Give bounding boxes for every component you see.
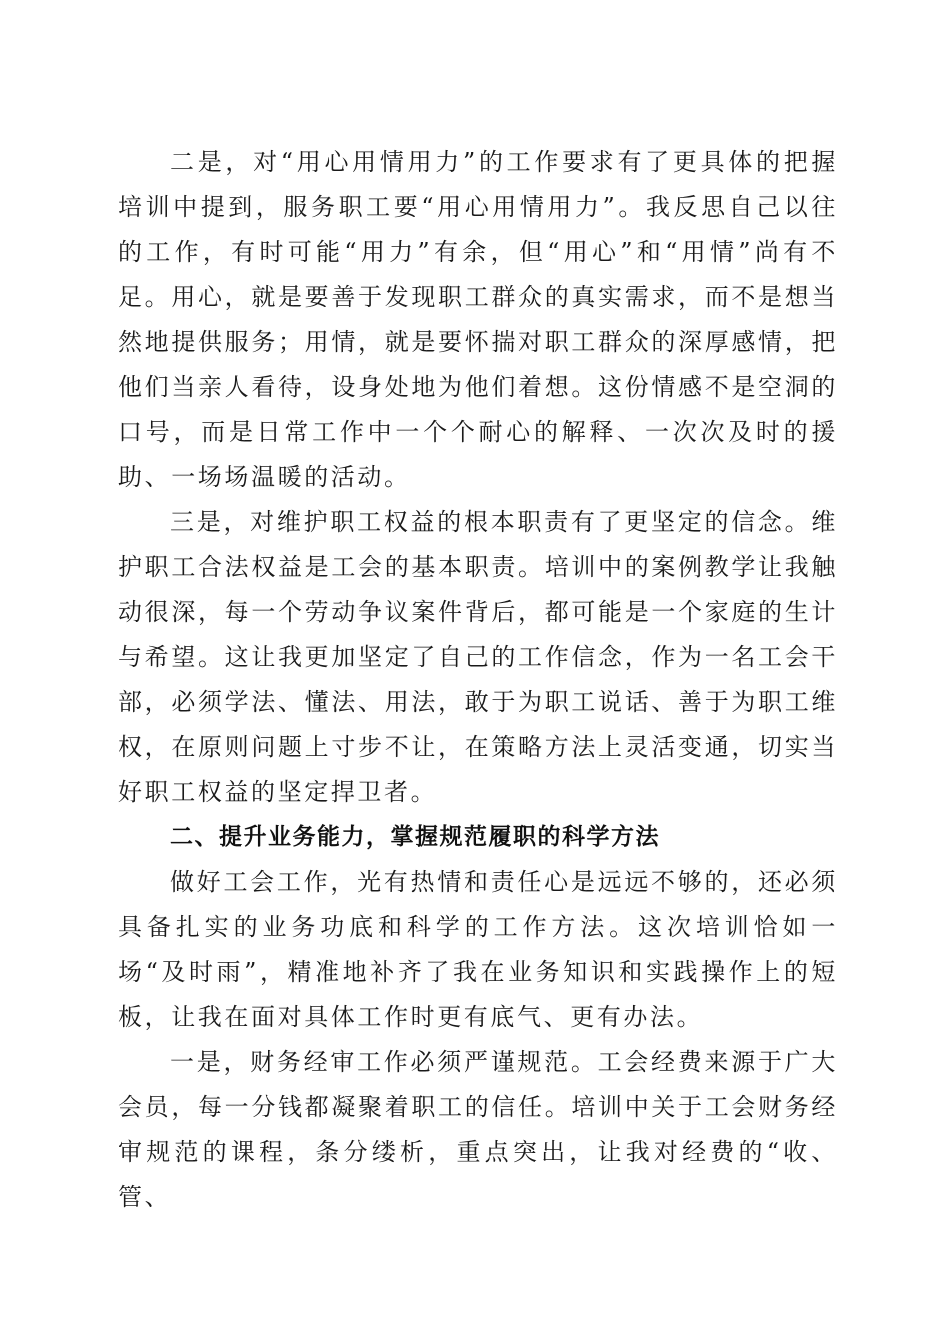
paragraph-section-intro — [118, 860, 838, 1040]
paragraph-text: 维护职工合法权益是工会的基本职责。培训中的案例教学让我触动很深，每一个劳动争议案件背后，都可能是一个家庭的生计与希望。这让我更加坚定了自己的工作信念，作为一名工会干部，必须学法、懂法、用法，敢于为职工说话、善于为职工维权，在原则问题上寸步不让，在策略方法上灵活变通，切实当好职工权益的坚定捍卫者。 — [118, 508, 838, 806]
paragraph-text: 做好工会工作，光有热情和责任心是远远不够的，还必须具备扎实的业务功底和科学的工作方法。这次培训恰如一场“及时雨”，精准地补齐了我在业务知识和实践操作上的短板，让我在面对具体工作时更有底气、更有办法。 — [118, 868, 838, 1031]
paragraph-lead: 一是，财务经审工作必须严谨规范。 — [170, 1048, 598, 1076]
paragraph-lead: 二是，对“用心用情用力”的工作要求有了更具体的把握 — [170, 148, 838, 176]
paragraph-third-point — [118, 500, 838, 815]
paragraph-first-point — [118, 1040, 838, 1220]
paragraph-lead: 三是，对维护职工权益的根本职责有了更坚定的信念。 — [170, 508, 812, 536]
section-heading: 二、提升业务能力，掌握规范履职的科学方法 — [170, 824, 660, 850]
paragraph-text: 工会经费来源于广大会员，每一分钱都凝聚着职工的信任。培训中关于工会财务经审规范的课程，条分缕析，重点突出，让我对经费的“收、管、 — [118, 1048, 838, 1211]
paragraph-text: 培训中提到，服务职工要“用心用情用力”。我反思自己以往的工作，有时可能“用力”有余，但“用心”和“用情”尚有不足。用心，就是要善于发现职工群众的真实需求，而不是想当然地提供服务；用情，就是要怀揣对职工群众的深厚感情，把他们当亲人看待，设身处地为他们着想。这份情感不是空洞的口号，而是日常工作中一个个耐心的解释、一次次及时的援助、一场场温暖的活动。 — [118, 193, 838, 491]
paragraph-second-point — [118, 140, 838, 500]
document-body — [118, 140, 838, 1220]
